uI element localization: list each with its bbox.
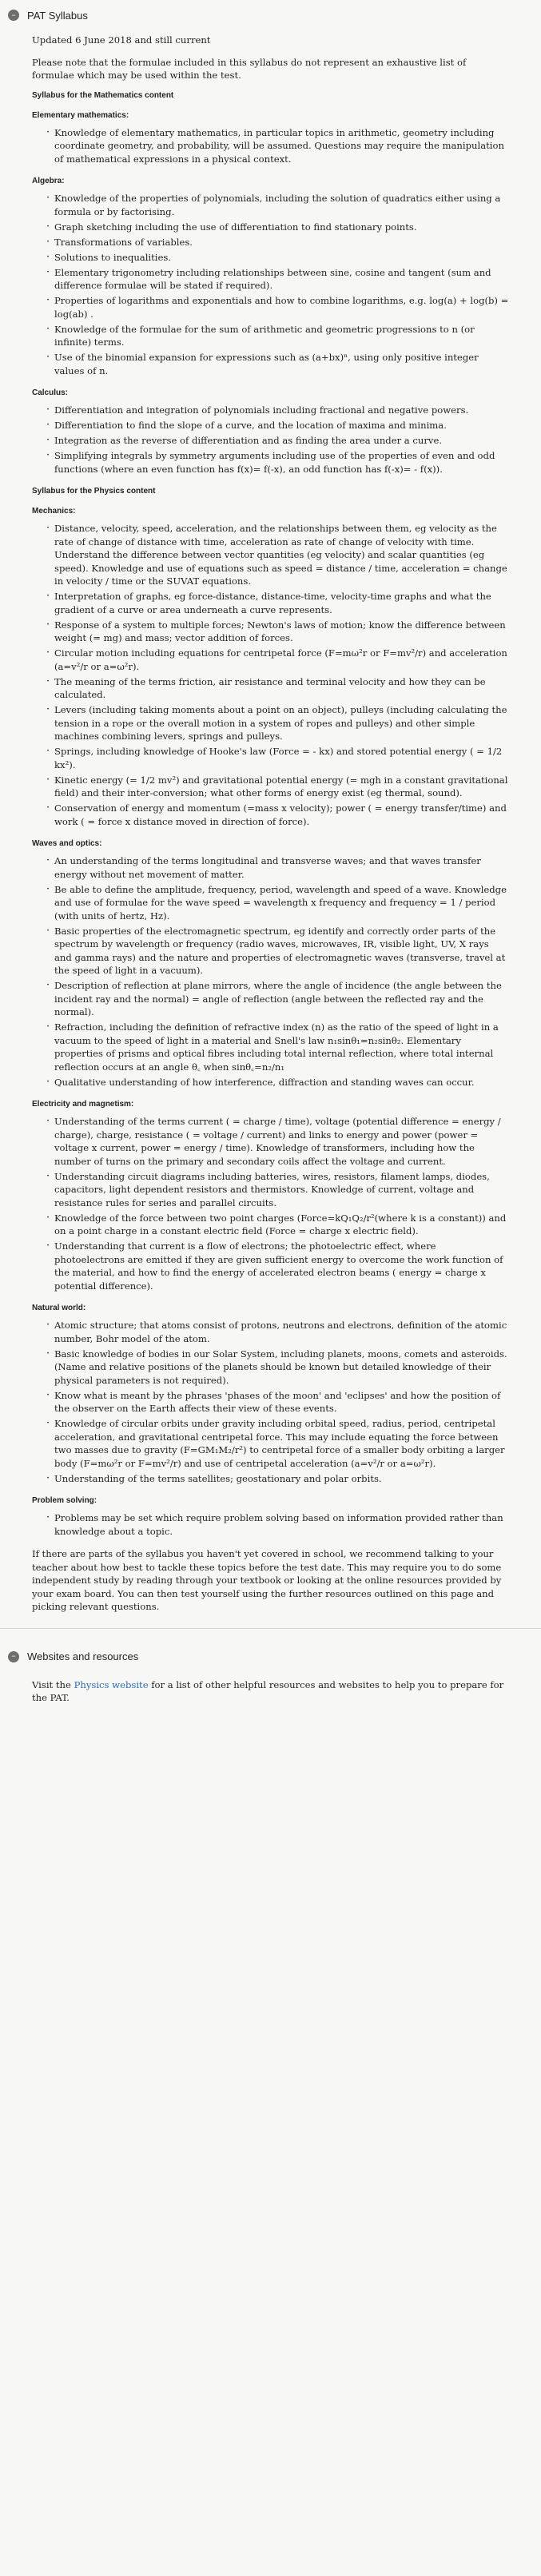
- closing-paragraph: If there are parts of the syllabus you haven't yet covered in school, we recommend talking to your teacher about how best to tackle these topics before the test date. This may require you to do some independent study by reading through your textbook or looking at the online resources provided by your exam board. You can then test yourself using the further resources outlined on this page and picking relevant questions.: [32, 1548, 502, 1612]
- list-item: · Refraction, including the definition of refractive index (n) as the ratio of the speed of light in a vacuum to the speed of light in a material and Snell's law n₁sinθ₁=n₂sinθ₂. Elementary properties of prisms and optical fibres including total internal reflection, where total internal reflection occurs at an angle θ꜀ when sinθ꜀=n₂/n₁: [54, 1021, 509, 1073]
- formulae-note: Please note that the formulae included in this syllabus do not represent an exhaustive list of formulae which may be used within the test.: [32, 56, 467, 81]
- list-item: · An understanding of the terms longitudinal and transverse waves; and that waves transfer energy without net movement of matter.: [54, 854, 509, 881]
- list-item: · Properties of logarithms and exponentials and how to combine logarithms, e.g. log(a) + log(b) = log(ab) .: [54, 294, 509, 321]
- list-item: · Interpretation of graphs, eg force-distance, distance-time, velocity-time graphs and what the gradient of a curve or area underneath a curve represents.: [54, 590, 509, 616]
- list-item: · Levers (including taking moments about a point on an object), pulleys (including calculating the tension in a rope or the overall motion in a system of ropes and pulleys) and other simple machines combining levers, springs and pulleys.: [54, 703, 509, 743]
- list-item: · Response of a system to multiple forces; Newton's laws of motion; know the difference between weight (= mg) and mass; vector addition of forces.: [54, 619, 509, 645]
- list-item: · Basic knowledge of bodies in our Solar System, including planets, moons, comets and asteroids. (Name and relative positions of the planets should be known but detailed knowledge of their physical parameters is not required).: [54, 1348, 509, 1388]
- list-item: · Knowledge of the force between two point charges (Force=kQ₁Q₂/r²(where k is a constant)) and on a point charge in a constant electric field (Force = charge x electric field).: [54, 1212, 509, 1238]
- electricity-list: [32, 1115, 509, 1292]
- physics-website-link[interactable]: Physics website: [74, 1678, 149, 1690]
- list-item: · Understanding of the terms current ( = charge / time), voltage (potential difference = energy / charge), charge, resistance ( = voltage / current) and links to energy and power (power = voltage x current, power = energy / time). Knowledge of transformers, including how the number of turns on the primary and secondary coils affect the voltage and current.: [54, 1115, 509, 1168]
- mechanics-list: [32, 522, 509, 828]
- section-title: PAT Syllabus: [27, 9, 88, 22]
- section-header-pat-syllabus[interactable]: [0, 3, 541, 27]
- electricity-heading: Electricity and magnetism:: [32, 1100, 134, 1109]
- list-item: · Solutions to inequalities.: [54, 251, 509, 265]
- list-item: · Knowledge of the formulae for the sum of arithmetic and geometric progressions to n (or infinite) terms.: [54, 323, 509, 349]
- list-item: · Differentiation and integration of polynomials including fractional and negative powers.: [54, 404, 509, 417]
- list-item: · Understanding that current is a flow of electrons; the photoelectric effect, where photoelectrons are emitted if they are given sufficient energy to overcome the work function of the material, and how to find the energy of accelerated electron beams ( energy = charge x potential difference).: [54, 1240, 509, 1292]
- list-item: · Integration as the reverse of differentiation and as finding the area under a curve.: [54, 434, 509, 448]
- list-item: · Description of reflection at plane mirrors, where the angle of incidence (the angle between the incident ray and the normal) = angle of reflection (angle between the reflected ray and the normal).: [54, 979, 509, 1019]
- algebra-heading: Algebra:: [32, 177, 65, 185]
- problem-solving-list: [32, 1511, 509, 1538]
- list-item: · Conservation of energy and momentum (=mass x velocity); power ( = energy transfer/time) and work ( = force x distance moved in direction of force).: [54, 802, 509, 828]
- natural-world-list: [32, 1319, 509, 1485]
- list-item: · Understanding circuit diagrams including batteries, wires, resistors, filament lamps, diodes, capacitors, light dependent resistors and thermistors. Knowledge of current, voltage and resistance rules for series and parallel circuits.: [54, 1170, 509, 1210]
- section-title: Websites and resources: [27, 1650, 139, 1662]
- list-item: · Elementary trigonometry including relationships between sine, cosine and tangent (sum and difference formulae will be stated if required).: [54, 266, 509, 293]
- list-item: · Knowledge of elementary mathematics, in particular topics in arithmetic, geometry including coordinate geometry, and probability, will be assumed. Questions may require the manipulation of mathematical expressions in a physical context.: [54, 126, 509, 166]
- websites-paragraph: [32, 1678, 509, 1705]
- list-item: · Kinetic energy (= 1/2 mv²) and gravitational potential energy (= mgh in a constant gravitational field) and their inter-conversion; what other forms of energy exist (eg thermal, sound).: [54, 774, 509, 800]
- calculus-heading: Calculus:: [32, 388, 69, 397]
- list-item: · Qualitative understanding of how interference, diffraction and standing waves can occur.: [54, 1076, 509, 1089]
- websites-content: [0, 1669, 541, 1705]
- list-item: · Understanding of the terms satellites; geostationary and polar orbits.: [54, 1472, 509, 1486]
- list-item: · Know what is meant by the phrases 'phases of the moon' and 'eclipses' and how the position of the observer on the Earth affects their view of these events.: [54, 1389, 509, 1415]
- waves-heading: Waves and optics:: [32, 839, 102, 848]
- section-header-websites[interactable]: [0, 1645, 541, 1669]
- list-item: · Transformations of variables.: [54, 236, 509, 249]
- list-item: · Knowledge of the properties of polynomials, including the solution of quadratics either using a formula or by factorising.: [54, 192, 509, 218]
- elementary-list: [32, 126, 509, 166]
- list-item: · Problems may be set which require problem solving based on information provided rather than knowledge about a topic.: [54, 1511, 509, 1538]
- elementary-heading: Elementary mathematics:: [32, 110, 129, 120]
- collapse-icon[interactable]: −: [8, 10, 19, 21]
- mechanics-heading: Mechanics:: [32, 507, 76, 516]
- algebra-list: [32, 192, 509, 377]
- list-item: · Atomic structure; that atoms consist of protons, neutrons and electrons, definition of the atomic number, Bohr model of the atom.: [54, 1319, 509, 1345]
- list-item: · Use of the binomial expansion for expressions such as (a+bx)ⁿ, using only positive integer values of n.: [54, 351, 509, 377]
- list-item: · Differentiation to find the slope of a curve, and the location of maxima and minima.: [54, 419, 509, 432]
- list-item: · Simplifying integrals by symmetry arguments including use of the properties of even and odd functions (where an even function has f(x)= f(-x), an odd function has f(-x)= - f(x)).: [54, 449, 509, 476]
- updated-note: Updated 6 June 2018 and still current: [32, 34, 211, 46]
- list-item: · Springs, including knowledge of Hooke's law (Force = - kx) and stored potential energy ( = 1/2 kx²).: [54, 745, 509, 771]
- physics-heading: Syllabus for the Physics content: [32, 487, 156, 496]
- waves-list: [32, 854, 509, 1089]
- list-item: · Basic properties of the electromagnetic spectrum, eg identify and correctly order parts of the spectrum by wavelength or frequency (radio waves, microwaves, IR, visible light, UV, X rays and gamma rays) and the nature and properties of electromagnetic waves (transverse, travel at the speed of light in a vacuum).: [54, 925, 509, 977]
- list-item: · The meaning of the terms friction, air resistance and terminal velocity and how they can be calculated.: [54, 675, 509, 702]
- list-item: · Be able to define the amplitude, frequency, period, wavelength and speed of a wave. Knowledge and use of formulae for the wave speed = wavelength x frequency and frequency = 1 / period (with units of hertz, Hz).: [54, 883, 509, 923]
- problem-solving-heading: Problem solving:: [32, 1496, 97, 1505]
- collapse-icon[interactable]: −: [8, 1651, 19, 1662]
- text-before: Visit the: [32, 1678, 74, 1690]
- list-item: · Distance, velocity, speed, acceleration, and the relationships between them, eg velocity as the rate of change of distance with time, acceleration as rate of change of velocity with time. Understand the difference between vector quantities (eg velocity) and scalar quantities (eg speed). Knowledge and use of equations such as speed = distance / time, acceleration = change in velocity / time or the SUVAT equations.: [54, 522, 509, 588]
- pat-syllabus-content: [0, 27, 541, 1614]
- list-item: · Knowledge of circular orbits under gravity including orbital speed, radius, period, centripetal acceleration, and gravitational centripetal force. This may include equating the force between two masses due to gravity (F=GM₁M₂/r²) to centripetal force of a smaller body orbiting a larger body (F=mω²r or F=mv²/r) and use of centripetal acceleration (a=v²/r or a=ω²r).: [54, 1417, 509, 1470]
- natural-world-heading: Natural world:: [32, 1304, 86, 1312]
- calculus-list: [32, 404, 509, 476]
- section-divider: [0, 1628, 541, 1629]
- text-after: for a list of other helpful resources and websites to help you to prepare for the PAT.: [32, 1678, 504, 1703]
- list-item: · Circular motion including equations for centripetal force (F=mω²r or F=mv²/r) and acceleration (a=v²/r or a=ω²r).: [54, 647, 509, 673]
- list-item: · Graph sketching including the use of differentiation to find stationary points.: [54, 221, 509, 234]
- maths-heading: Syllabus for the Mathematics content: [32, 90, 174, 100]
